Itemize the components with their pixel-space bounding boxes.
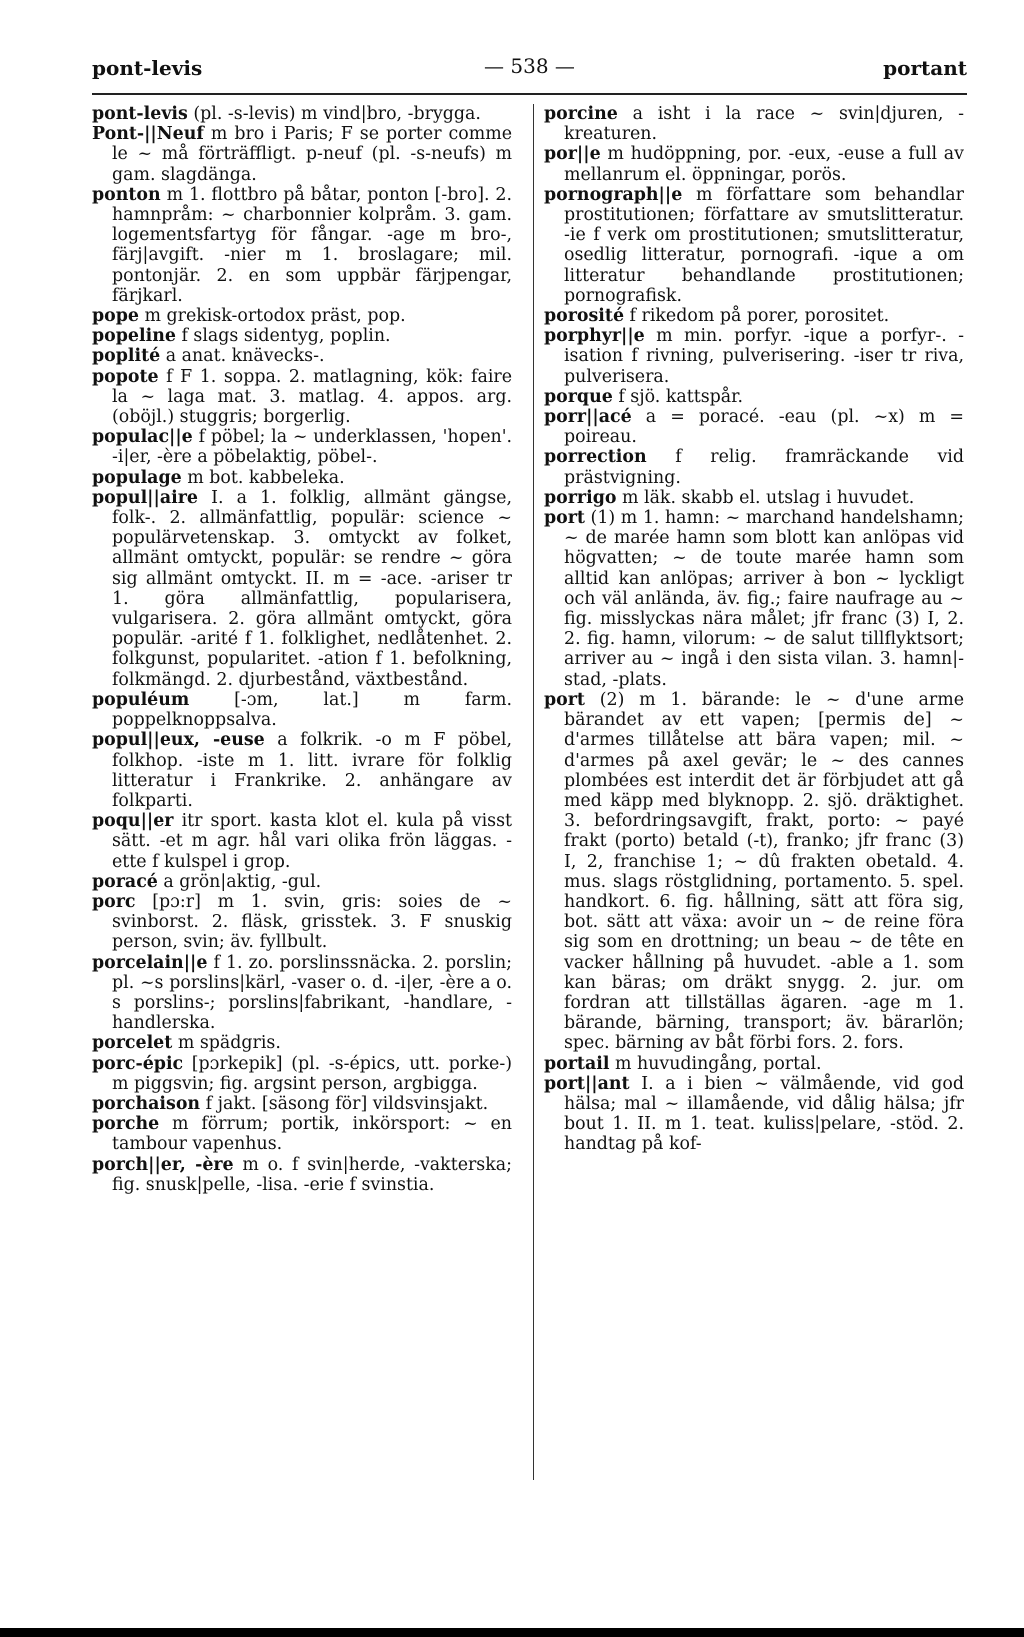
dictionary-entry: [92, 306, 512, 326]
dictionary-entry: [544, 508, 964, 690]
entry-lemma: porch||er, -ère: [92, 1154, 234, 1175]
dictionary-entry: [544, 104, 964, 144]
dictionary-entry: [92, 367, 512, 428]
entry-definition: a isht i la race ~ svin|djuren, -kreaturen.: [564, 104, 965, 145]
entry-definition: m hudöppning, por. -eux, -euse a full av mellanrum el. öppningar, porös.: [564, 144, 964, 185]
entry-definition: m spädgris.: [177, 1033, 281, 1054]
entry-definition: m min. porfyr. -ique a porfyr-. -isation f rivning, pulverisering. -iser tr riva, pulverisera.: [564, 326, 964, 387]
dictionary-entry: [92, 953, 512, 1034]
entry-lemma: pornograph||e: [544, 184, 683, 205]
entry-lemma: portail: [544, 1053, 610, 1074]
entry-lemma: porcelain||e: [92, 952, 208, 973]
dictionary-entry: [92, 1054, 512, 1094]
entry-definition: (1) m 1. hamn: ~ marchand handelshamn; ~ de marée hamn som blott kan anlöpas vid högvatten; ~ de toute marée hamn som alltid kan anlöpas; arriver à bon ~ lyckligt och väl anlända, äv. fig.; faire naufrage au ~ fig. misslyckas nära målet; jfr franc (3) I, 2. 2. fig. hamn, vilorum: ~ de salut tillflyktsort; arriver au ~ ingå i den sista vilan. 3. hamn|-stad, -plats.: [564, 508, 965, 690]
bottom-border: [0, 1628, 1024, 1637]
dictionary-entry: [92, 1155, 512, 1195]
entry-lemma: poplité: [92, 346, 161, 367]
entry-lemma: porque: [544, 386, 613, 407]
entry-definition: I. a i bien ~ välmående, vid god hälsa; mal ~ illamående, vid dålig hälsa; jfr bout 1. II. m 1. teat. kuliss|pelare, -stöd. 2. handtag på kof-: [564, 1073, 965, 1155]
right-column: [544, 104, 964, 1155]
dictionary-entry: [92, 811, 512, 872]
page-number: — 538 —: [484, 54, 575, 78]
entry-lemma: populac||e: [92, 427, 193, 448]
entry-lemma: port: [544, 508, 585, 529]
entry-definition: (2) m 1. bärande: le ~ d'une arme bärandet av ett vapen; [permis de] ~ d'armes tillåtelse att bära vapen; mil. ~ d'armes på axel gevär; le ~ des cannes plombées est interdit det är förbjudet att gå med käpp med blyknopp. 2. sjö. dräktighet. 3. befordringsavgift, frakt, porto: ~ payé frakt (porto) betald (-t), franko; jfr franc (3) I, 2, franchise 1; ~ dû frakten obetald. 4. mus. slags röstglidning, portamento. 5. spel. handkort. 6. fig. hållning, sätt att föra sig, bot. sätt att växa: avoir un ~ de reine föra sig som en drottning; un beau ~ de tête en vacker hållning på huvudet. -able a 1. som kan bäras; om dräkt snygg. 2. jur. om fordran att tillställas ägaren. -age m 1. bärande, bärning, transport; äv. bärarlön; spec. bärning av båt förbi fors. 2. fors.: [564, 689, 965, 1054]
entry-lemma: pont-levis: [92, 104, 188, 124]
entry-definition: a anat. knävecks-.: [165, 346, 325, 367]
entry-definition: m bro i Paris; F se porter comme le ~ må förträffligt. p-neuf (pl. -s-neufs) m gam. slagdänga.: [112, 124, 512, 185]
entry-lemma: populéum: [92, 689, 190, 710]
entry-lemma: populage: [92, 467, 182, 488]
dictionary-entry: [92, 1033, 512, 1053]
entry-lemma: porr||acé: [544, 407, 632, 428]
entry-definition: [pɔrkepik] (pl. -s-épics, utt. porke-) m piggsvin; fig. argsint person, argbigga.: [112, 1053, 512, 1094]
dictionary-entry: [544, 488, 964, 508]
entry-definition: m författare som behandlar prostitutionen; författare av smutslitteratur. -ie f verk om prostitutionen; smutslitteratur, osedlig litteratur, pornografi. -ique a om litteratur behandlande prostitutionen; pornografisk.: [564, 184, 964, 306]
entry-definition: a folkrik. -o m F pöbel, folkhop. -iste m 1. litt. ivrare för folklig litteratur i Frankrike. 2. anhängare av folkparti.: [112, 730, 512, 811]
entry-lemma: porphyr||e: [544, 326, 645, 347]
dictionary-entry: [92, 488, 512, 690]
dictionary-entry: [92, 1094, 512, 1114]
dictionary-entry: [92, 872, 512, 892]
entry-definition: I. a 1. folklig, allmänt gängse, folk-. 2. allmänfattlig, populär: science ~ populärvetenskap. 3. omtyckt av folket, allmänt omtyckt, populär: se rendre ~ göra sig allmänt omtyckt. II. m = -ace. -ariser tr 1. göra allmänfattlig, popularisera, vulgarisera. 2. göra allmänt omtyckt, göra populär. -arité f 1. folklighet, nedlåtenhet. 2. folkgunst, popularitet. -ation f 1. befolkning, folkmängd. 2. djurbestånd, växtbestånd.: [112, 487, 513, 690]
dictionary-entry: [92, 124, 512, 185]
dictionary-entry: [544, 407, 964, 447]
entry-definition: f 1. zo. porslinssnäcka. 2. porslin; pl. ~s porslins|kärl, -vaser o. d. -i|er, -ère a o. s porslins-; porslins|fabrikant, -handlare, -handlerska.: [112, 952, 512, 1034]
dictionary-entry: [92, 104, 512, 124]
entry-lemma: ponton: [92, 184, 161, 205]
dictionary-entry: [92, 427, 512, 467]
entry-definition: f slags sidentyg, poplin.: [181, 326, 391, 347]
entry-definition: m huvudingång, portal.: [614, 1053, 822, 1074]
entry-lemma: porcelet: [92, 1033, 173, 1054]
entry-lemma: porosité: [544, 306, 625, 327]
page-header: [92, 50, 967, 90]
entry-lemma: porrection: [544, 447, 647, 468]
entry-definition: a = poracé. -eau (pl. ~x) m = poireau.: [564, 407, 964, 448]
entry-lemma: porc-épic: [92, 1053, 184, 1074]
entry-definition: f sjö. kattspår.: [618, 386, 744, 407]
dictionary-entry: [544, 326, 964, 387]
entry-lemma: port||ant: [544, 1073, 630, 1094]
dictionary-entry: [544, 185, 964, 306]
dictionary-entry: [544, 387, 964, 407]
entry-lemma: pope: [92, 306, 139, 327]
entry-lemma: porcine: [544, 104, 618, 124]
entry-definition: m 1. flottbro på båtar, ponton [-bro]. 2. hamnpråm: ~ charbonnier kolpråm. 3. gam. logementsfartyg för fångar. -age m bro-, färj|avgift. -nier m 1. broslagare; mil. pontonjär. 2. en som uppbär färjpengar, färjkarl.: [112, 184, 512, 306]
dictionary-entry: [92, 730, 512, 811]
entry-definition: f jakt. [säsong för] vildsvinsjakt.: [205, 1093, 489, 1114]
dictionary-entry: [544, 306, 964, 326]
entry-definition: m grekisk-ortodox präst, pop.: [144, 306, 406, 327]
column-separator: [533, 104, 534, 1480]
entry-lemma: porche: [92, 1114, 160, 1135]
entry-definition: a grön|aktig, -gul.: [163, 871, 322, 892]
dictionary-entry: [92, 1114, 512, 1154]
entry-definition: f rikedom på porer, porositet.: [629, 306, 890, 327]
dictionary-entry: [544, 144, 964, 184]
entry-definition: f relig. framräckande vid prästvigning.: [564, 447, 964, 488]
entry-lemma: porchaison: [92, 1093, 201, 1114]
dictionary-entry: [92, 468, 512, 488]
dictionary-entry: [92, 346, 512, 366]
dictionary-entry: [92, 892, 512, 953]
entry-lemma: port: [544, 689, 585, 710]
entry-definition: itr sport. kasta klot el. kula på visst sätt. -et m agr. hål vari olika frön läggas. -ette f kulspel i grop.: [112, 811, 513, 872]
entry-definition: m o. f svin|herde, -vakterska; fig. snusk|pelle, -lisa. -erie f svinstia.: [112, 1154, 512, 1195]
entry-lemma: popeline: [92, 326, 176, 347]
entry-lemma: poracé: [92, 871, 158, 892]
entry-lemma: popul||eux, -euse: [92, 730, 265, 751]
dictionary-entry: [92, 690, 512, 730]
entry-lemma: Pont-||Neuf: [92, 124, 204, 145]
dictionary-entry: [544, 447, 964, 487]
entry-definition: m bot. kabbeleka.: [187, 467, 345, 488]
entry-definition: m förrum; portik, inkörsport: ~ en tambour vapenhus.: [112, 1114, 512, 1155]
entry-lemma: popote: [92, 366, 159, 387]
entry-lemma: porc: [92, 891, 136, 912]
entry-definition: f pöbel; la ~ underklassen, 'hopen'. -i|er, -ère a pöbelaktig, pöbel-.: [112, 427, 513, 468]
entry-lemma: porrigo: [544, 487, 617, 508]
entry-definition: m läk. skabb el. utslag i huvudet.: [621, 487, 915, 508]
dictionary-entry: [544, 690, 964, 1054]
entry-lemma: popul||aire: [92, 487, 198, 508]
dictionary-entry: [544, 1074, 964, 1155]
entry-lemma: poqu||er: [92, 811, 174, 832]
dictionary-entry: [92, 185, 512, 306]
left-guide-word: pont-levis: [92, 56, 203, 80]
dictionary-entry: [544, 1054, 964, 1074]
entry-definition: (pl. -s-levis) m vind|bro, -brygga.: [193, 104, 481, 124]
entry-lemma: por||e: [544, 144, 601, 165]
entry-definition: [pɔ:r] m 1. svin, gris: soies de ~ svinborst. 2. fläsk, grisstek. 3. F snuskig person, svin; äv. fyllbult.: [112, 891, 512, 953]
dictionary-entry: [92, 326, 512, 346]
right-guide-word: portant: [883, 56, 967, 80]
left-column: [92, 104, 512, 1195]
entry-definition: f F 1. soppa. 2. matlagning, kök: faire la ~ laga mat. 3. matlag. 4. appos. arg. (oböjl.) stuggris; borgerlig.: [112, 366, 512, 428]
entry-definition: [-ɔm, lat.] m farm. poppelknoppsalva.: [112, 689, 512, 731]
header-rule: [92, 93, 967, 95]
